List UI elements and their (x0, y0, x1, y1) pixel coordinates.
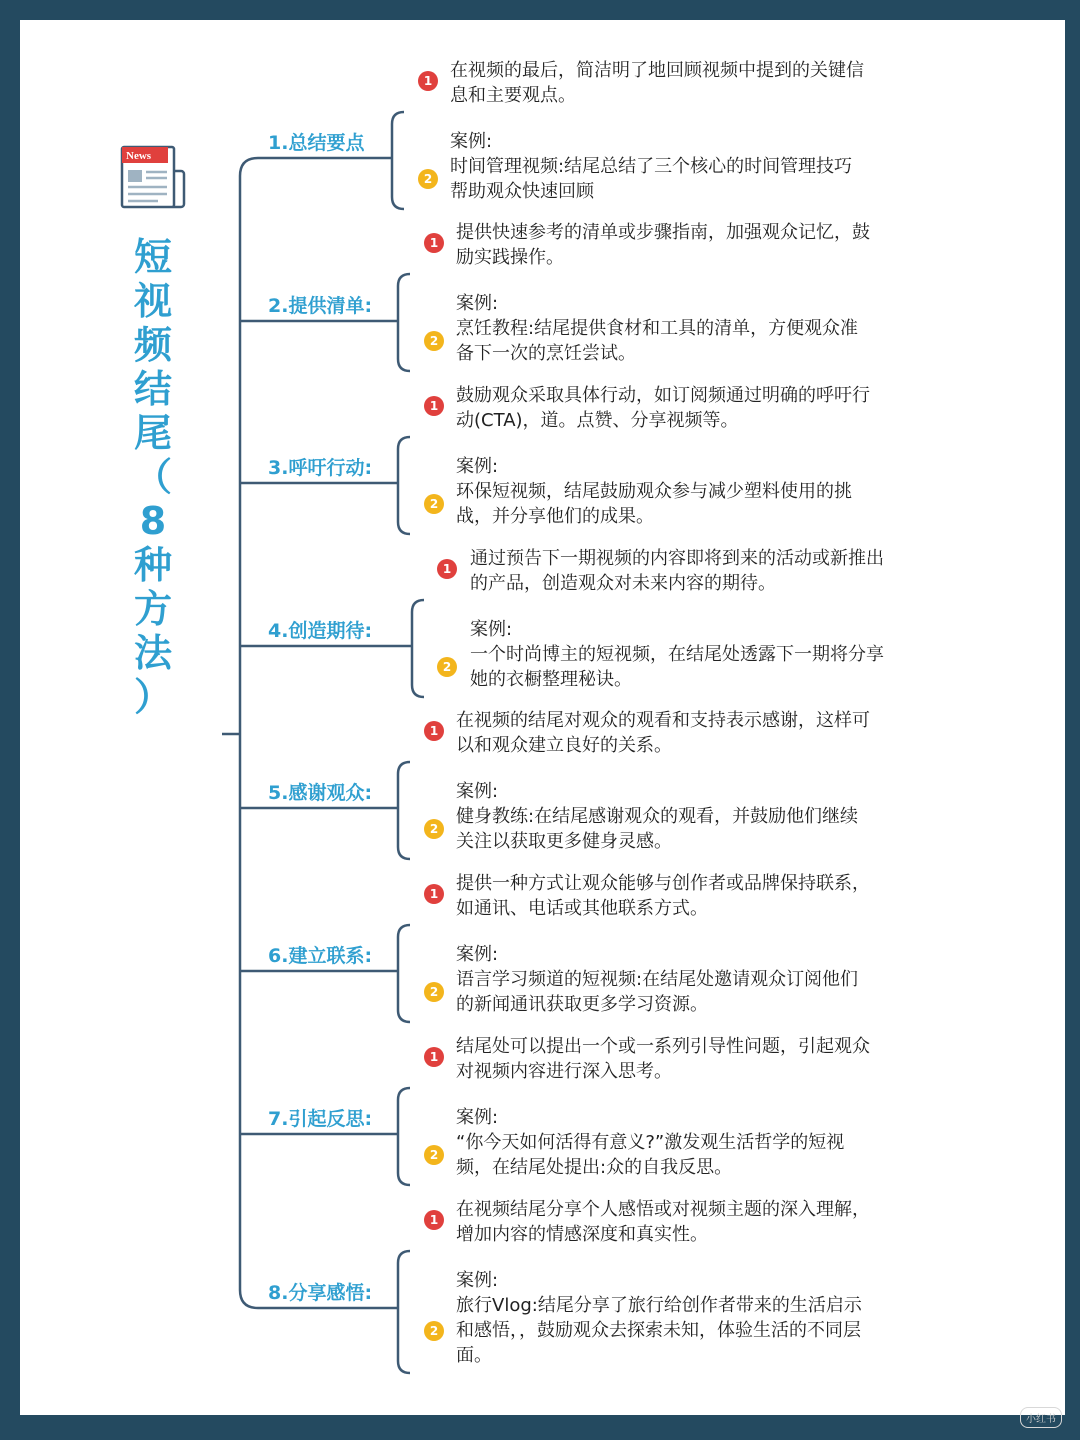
title-char: 尾 (133, 411, 172, 455)
page-title (120, 235, 186, 719)
point-text: 在视频的最后，简洁明了地回顾视频中提到的关键信息和主要观点。 (450, 60, 864, 106)
branch-label: 1.总结要点 (268, 132, 365, 154)
title-char: 结 (133, 367, 172, 411)
example-text: 时间管理视频:结尾总结了三个核心的时间管理技巧帮助观众快速回顾 (450, 156, 853, 202)
number-badge-1: 1 (424, 1210, 444, 1230)
branch-bracket (398, 925, 410, 1022)
point-text: 提供快速参考的清单或步骤指南，加强观众记忆，鼓励实践操作。 (456, 222, 870, 268)
branch-bracket (398, 762, 410, 859)
number-badge-2: 2 (418, 169, 438, 189)
example-text: 烹饪教程:结尾提供食材和工具的清单，方便观众准备下一次的烹饪尝试。 (456, 318, 859, 364)
branch-bracket (392, 112, 404, 209)
title-char: 8 (139, 499, 167, 543)
point-text: 在视频的结尾对观众的观看和支持表示感谢，这样可以和观众建立良好的关系。 (456, 710, 870, 756)
example-text: 健身教练:在结尾感谢观众的观看，并鼓励他们继续关注以获取更多健身灵感。 (456, 806, 859, 852)
example-text: 旅行Vlog:结尾分享了旅行给创作者带来的生活启示和感悟，，鼓励观众去探索未知，体验生活的不同层面。 (456, 1295, 862, 1366)
example-text: 环保短视频，结尾鼓励观众参与减少塑料使用的挑战，并分享他们的成果。 (456, 481, 852, 527)
number-badge-1: 1 (424, 884, 444, 904)
point-text: 在视频结尾分享个人感悟或对视频主题的深入理解，增加内容的情感深度和真实性。 (456, 1199, 870, 1245)
title-char: 方 (133, 587, 172, 631)
branch-label: 7.引起反思: (268, 1108, 373, 1130)
example-title: 案例: (456, 1107, 499, 1128)
branch-label: 6.建立联系: (268, 945, 373, 967)
example-text: “你今天如何活得有意义?”激发观生活哲学的短视频，在结尾处提出:众的自我反思。 (456, 1132, 845, 1178)
point-text: 结尾处可以提出一个或一系列引导性问题，引起观众对视频内容进行深入思考。 (456, 1036, 870, 1082)
number-badge-2: 2 (424, 819, 444, 839)
branch-bracket (398, 1251, 410, 1373)
example-title: 案例: (450, 131, 493, 152)
branch-bracket (398, 1088, 410, 1185)
branch-bracket (412, 600, 424, 697)
number-badge-1: 1 (424, 721, 444, 741)
example-title: 案例: (456, 1270, 499, 1291)
point-text: 提供一种方式让观众能够与创作者或品牌保持联系，如通讯、电话或其他联系方式。 (456, 873, 870, 919)
number-badge-2: 2 (424, 982, 444, 1002)
title-char: 频 (133, 323, 172, 367)
branch-bracket (398, 437, 410, 534)
example-title: 案例: (456, 781, 499, 802)
number-badge-2: 2 (424, 1145, 444, 1165)
number-badge-2: 2 (424, 331, 444, 351)
example-text: 一个时尚博主的短视频，在结尾处透露下一期将分享她的衣橱整理秘诀。 (470, 644, 884, 690)
branch-label: 3.呼吁行动: (268, 457, 373, 479)
title-char: ） (133, 675, 172, 719)
title-char: 短 (133, 235, 172, 279)
example-title: 案例: (456, 456, 499, 477)
branch-label: 5.感谢观众: (268, 782, 373, 804)
example-title: 案例: (470, 619, 513, 640)
point-text: 鼓励观众采取具体行动，如订阅频通过明确的呼吁行动(CTA)，道。点赞、分享视频等。 (456, 385, 870, 431)
newspaper-icon (118, 143, 190, 211)
number-badge-1: 1 (437, 559, 457, 579)
title-char: （ (133, 455, 172, 499)
number-badge-2: 2 (437, 657, 457, 677)
number-badge-1: 1 (424, 233, 444, 253)
watermark: 小红书 (1020, 1407, 1062, 1428)
point-text: 通过预告下一期视频的内容即将到来的活动或新推出的产品，创造观众对未来内容的期待。 (470, 548, 884, 594)
number-badge-2: 2 (424, 1321, 444, 1341)
title-char: 视 (133, 279, 172, 323)
branch-label: 8.分享感悟: (268, 1282, 373, 1304)
example-text: 语言学习频道的短视频:在结尾处邀请观众订阅他们的新闻通讯获取更多学习资源。 (456, 969, 859, 1015)
news-label: News (126, 150, 152, 162)
branch-bracket (398, 274, 410, 371)
title-char: 法 (133, 631, 172, 675)
number-badge-1: 1 (418, 71, 438, 91)
title-char: 种 (133, 543, 172, 587)
branch-label: 2.提供清单: (268, 295, 373, 317)
number-badge-2: 2 (424, 494, 444, 514)
number-badge-1: 1 (424, 1047, 444, 1067)
main-trunk (240, 158, 258, 1308)
number-badge-1: 1 (424, 396, 444, 416)
example-title: 案例: (456, 293, 499, 314)
branch-label: 4.创造期待: (268, 620, 373, 642)
example-title: 案例: (456, 944, 499, 965)
